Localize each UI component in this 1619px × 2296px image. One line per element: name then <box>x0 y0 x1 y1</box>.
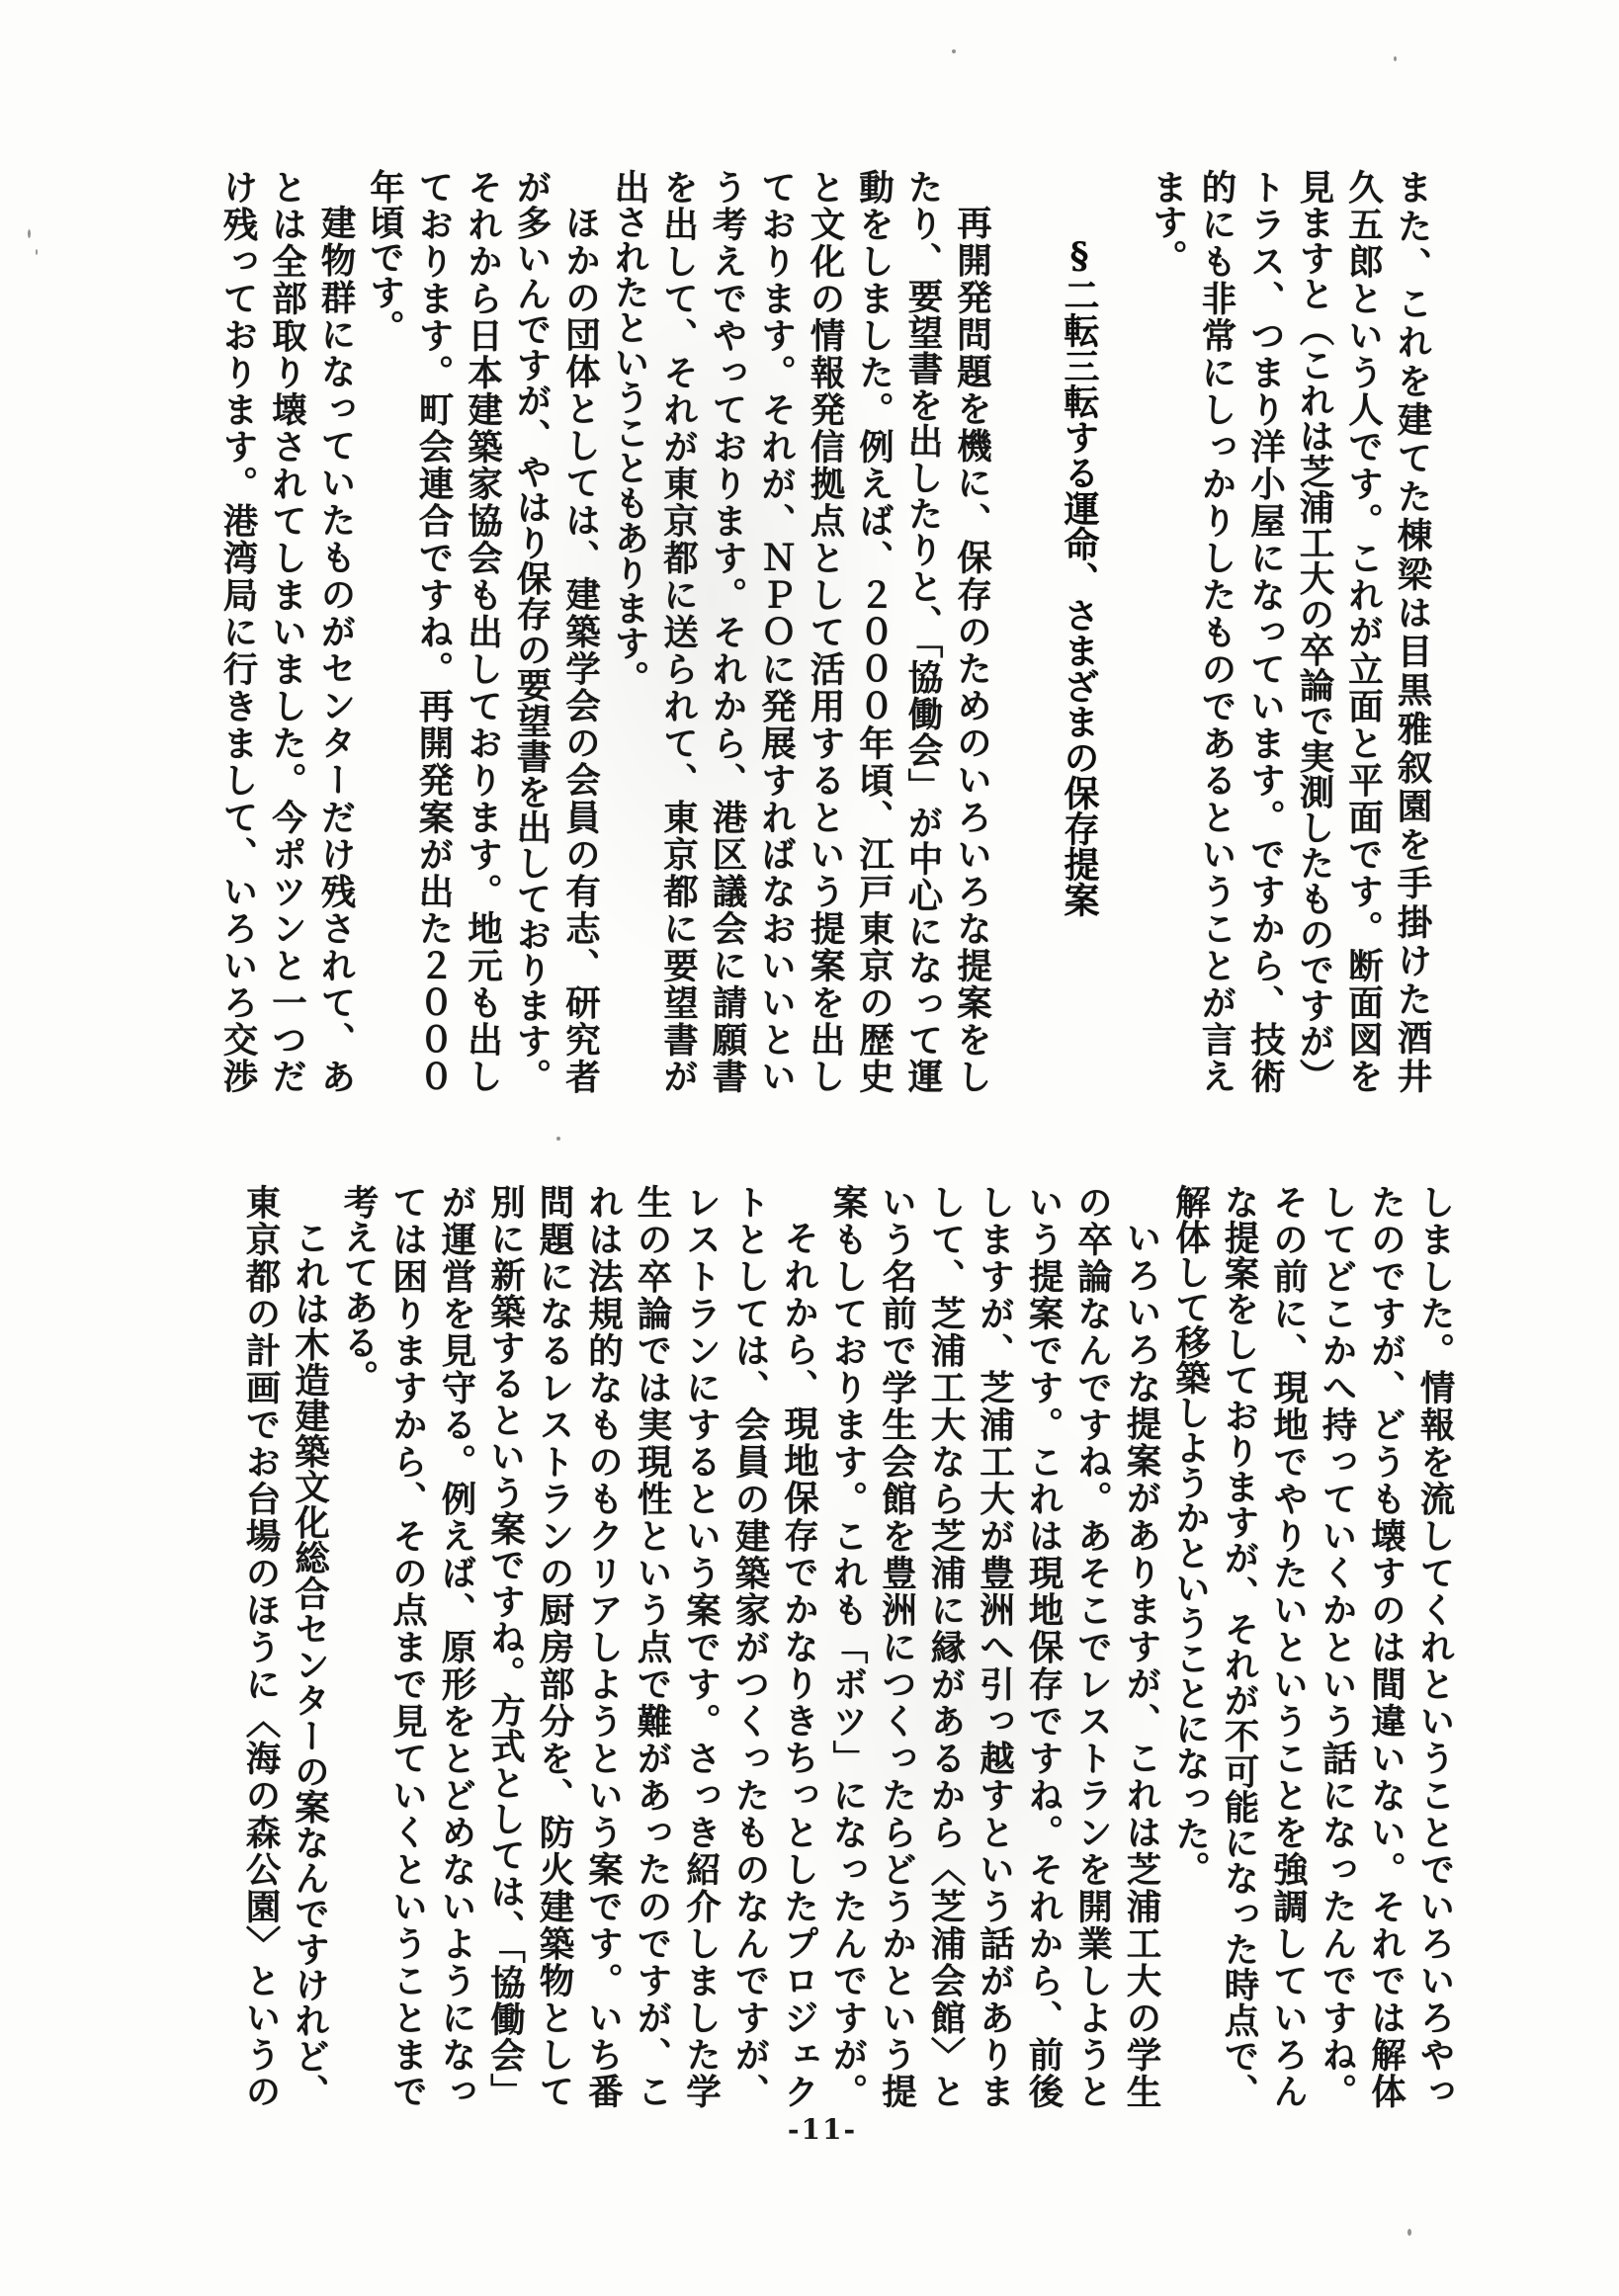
scan-speck <box>1407 2229 1411 2236</box>
text-line: トラス、つまり洋小屋になっています。ですから、技術 <box>1244 169 1286 1093</box>
text-line: 解体して移築しようかということになった。 <box>1169 1184 1211 1886</box>
text-line: の卒論なんですね。あそこでレストランを開業しようと <box>1071 1184 1113 2108</box>
text-line: と文化の情報発信拠点として活用するという提案を出し <box>805 169 845 1093</box>
text-line: ほかの団体としては、建築学会の会員の有志、研究者 <box>559 204 601 1094</box>
text-line: それから日本建築家協会も出しております。地元も出し <box>462 169 503 1093</box>
text-line: して、芝浦工大なら芝浦に縁があるから〈芝浦会館〉と <box>925 1184 966 2108</box>
text-line: ては困りますから、その点まで見ていくということまで <box>386 1184 428 2108</box>
text-line: また、これを建てた棟梁は目黒雅叙園を手掛けた酒井 <box>1392 169 1432 1094</box>
text-line: 東京都の計画でお台場のほうに〈海の森公園〉というの <box>240 1184 281 2108</box>
text-line: ております。町会連合ですね。再開発案が出た２０００ <box>413 169 454 1093</box>
text-line: け残っております。港湾局に行きまして、いろいろ交渉 <box>217 169 258 1093</box>
text-line: を出して、それが東京都に送られて、東京都に要望書が <box>657 169 699 1093</box>
text-line: 考えてある。 <box>338 1184 379 1395</box>
scan-speck <box>1394 56 1397 61</box>
scan-speck <box>952 49 956 53</box>
text-line: たり、要望書を出したりと、「協働会」が中心になって運 <box>902 169 943 1093</box>
scan-speck <box>36 249 38 255</box>
text-line: 再開発問題を機に、保存のためのいろいろな提案をし <box>951 204 992 1093</box>
text-line: 案もしております。これも「ボツ」になったんですが。 <box>827 1184 868 2108</box>
section-heading: §二転三転する運命、さまざまの保存提案 <box>1059 235 1100 917</box>
upper-text-block <box>213 169 1437 1093</box>
text-line: 年頃です。 <box>364 169 405 345</box>
page-number: -11- <box>787 2113 858 2146</box>
text-line: 的にも非常にしっかりしたものであるということが言え <box>1196 169 1236 1093</box>
text-line: 久五郎という人です。これが立面と平面です。断面図を <box>1342 169 1384 1093</box>
scan-speck <box>28 229 31 238</box>
text-line: いう名前で学生会館を豊洲につくったらどうかという提 <box>876 1184 917 2108</box>
text-line: とは全部取り壊されてしまいました。今ポツンと一つだ <box>266 169 307 1093</box>
text-line: その前に、現地でやりたいということを強調していろん <box>1267 1184 1309 2108</box>
text-line: しますが、芝浦工大が豊洲へ引っ越すという話がありま <box>974 1184 1015 2108</box>
text-line: しました。情報を流してくれということでいろいろやっ <box>1414 1184 1455 2108</box>
text-line: 動をしました。例えば、２０００年頃、江戸東京の歴史 <box>853 169 895 1093</box>
text-line: が多いんですが、やはり保存の要望書を出しております。 <box>511 169 552 1093</box>
lower-text-block <box>236 1184 1460 2108</box>
text-line: な提案をしておりますが、それが不可能になった時点で、 <box>1219 1184 1259 2108</box>
text-line: 別に新築するという案ですね。方式としては、「協働会」 <box>484 1184 526 2108</box>
text-line: レストランにするという案です。さっき紹介しました学 <box>680 1184 722 2108</box>
text-line: ております。それが、ＮＰＯに発展すればなおいいとい <box>755 169 797 1093</box>
scan-speck <box>556 1137 560 1141</box>
text-line: れは法規的なものもクリアしようという案です。いち番 <box>582 1184 624 2108</box>
text-line: 見ますと（これは芝浦工大の卒論で実測したものですが） <box>1294 169 1334 1093</box>
text-line: ます。 <box>1147 169 1188 275</box>
text-line: が運営を見守る。例えば、原形をとどめないようになっ <box>436 1184 476 2108</box>
text-line: これは木造建築文化総合センターの案なんですけれど、 <box>289 1219 330 2108</box>
text-line: たのですが、どうも壊すのは間違いない。それでは解体 <box>1365 1184 1406 2108</box>
text-line: それから、現地保存でかなりきちっとしたプロジェク <box>778 1219 819 2108</box>
text-line: いう提案です。これは現地保存ですね。それから、前後 <box>1023 1184 1064 2108</box>
text-line: トとしては、会員の建築家がつくったものなんですが、 <box>729 1184 770 2108</box>
text-line: してどこかへ持っていくかという話になったんですね。 <box>1317 1184 1357 2108</box>
text-line: う考えでやっております。それから、港区議会に請願書 <box>707 169 747 1094</box>
text-line: 生の卒論では実現性という点で難があったのですが、こ <box>632 1184 672 2108</box>
text-line: 問題になるレストランの厨房部分を、防火建築物として <box>534 1184 574 2109</box>
text-line: いろいろな提案がありますが、これは芝浦工大の学生 <box>1121 1219 1161 2108</box>
text-line: 建物群になっていたものがセンターだけ残されて、あ <box>315 204 356 1093</box>
text-line: 出されたということもあります。 <box>609 169 649 696</box>
